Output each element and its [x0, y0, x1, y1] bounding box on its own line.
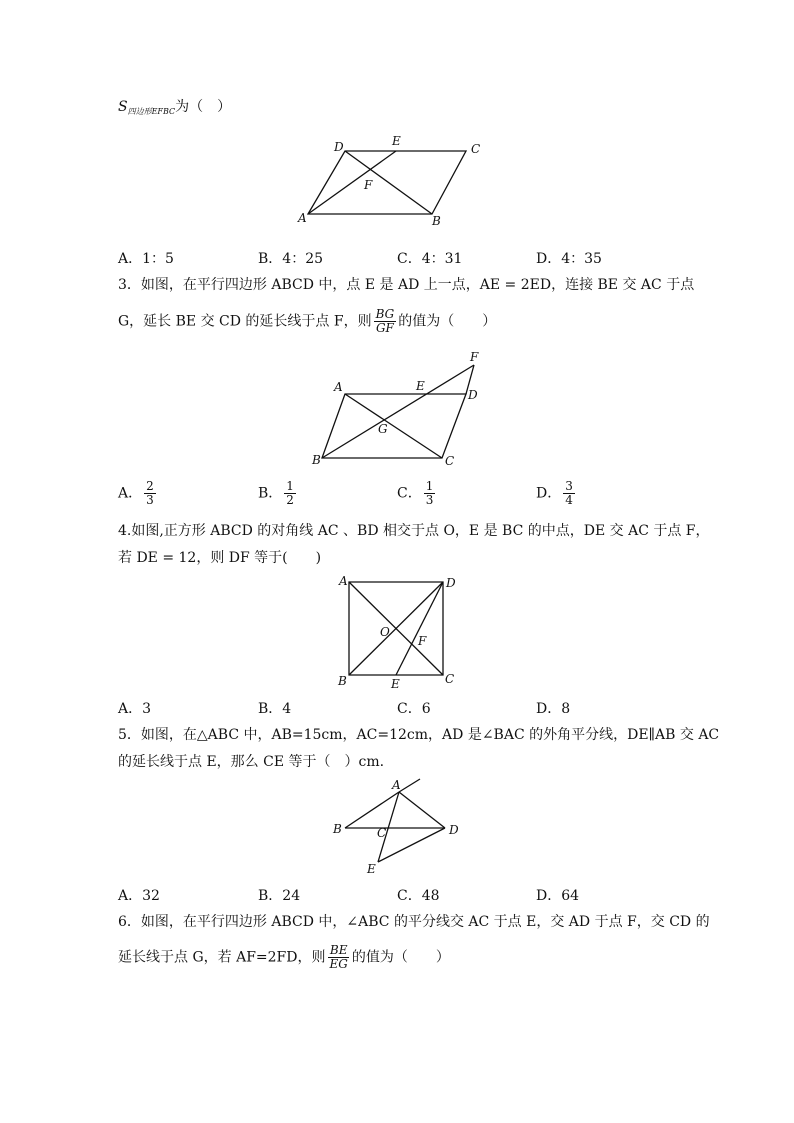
q5-option-a[interactable]: A．32	[118, 888, 160, 904]
fig4-label-a: A	[392, 778, 401, 792]
area-symbol: S	[118, 99, 128, 115]
q3-option-d-den: 4	[565, 493, 573, 507]
q4-option-d[interactable]: D．8	[536, 701, 571, 717]
q3-option-b-letter: B．	[258, 485, 283, 502]
area-subscript: 四边形EFBC	[127, 107, 176, 116]
q4-option-b[interactable]: B．4	[258, 701, 292, 717]
fig2-label-c: C	[445, 454, 455, 468]
q2-option-b[interactable]: B．4：25	[258, 251, 324, 267]
q3-option-d-num: 3	[565, 479, 573, 493]
q4-option-a[interactable]: A．3	[118, 701, 152, 717]
fig3-label-d: D	[446, 576, 456, 590]
q4-option-c[interactable]: C．6	[397, 701, 431, 717]
fig2-label-g: G	[378, 422, 388, 436]
fig4-label-c: C	[377, 826, 387, 840]
q6-stem-line2	[118, 944, 450, 971]
q3-stem-pre: G，延长 BE 交 CD 的延长线于点 F，则	[118, 313, 372, 330]
q5-option-c[interactable]: C．48	[397, 888, 440, 904]
q3-option-c-letter: C．	[397, 485, 422, 502]
fig3-label-f: F	[418, 634, 427, 648]
fig4-label-d: D	[449, 823, 459, 837]
q3-option-b-num: 1	[286, 479, 294, 493]
q6-stem-post: 的值为（ ）	[351, 949, 450, 966]
q5-option-b[interactable]: B．24	[258, 888, 301, 904]
fig4-label-b: B	[333, 822, 342, 836]
fig4-segment-ad	[399, 792, 445, 828]
q3-option-c-num: 1	[425, 479, 434, 493]
q5-option-d[interactable]: D．64	[536, 888, 580, 904]
q3-stem-line1: 3．如图，在平行四边形 ABCD 中，点 E 是 AD 上一点，AE = 2ED，连接 BE 交 AC 于点	[118, 277, 695, 293]
q2-stem-rest: 为（ ）	[175, 99, 232, 115]
q3-option-a-num: 2	[146, 479, 154, 493]
fig3-label-b: B	[338, 674, 347, 688]
q3-stem-post: 的值为（ ）	[398, 313, 497, 330]
q5-stem-line1: 5．如图，在△ABC 中，AB=15cm，AC=12cm，AD 是∠BAC 的外角平分线，DE∥AB 交 AC	[118, 727, 720, 743]
fig1-label-e: E	[392, 134, 401, 148]
q3-option-d-letter: D．	[536, 485, 562, 502]
fig3-label-o: O	[380, 625, 390, 639]
fig2-label-b: B	[312, 453, 321, 467]
fig2-label-e: E	[416, 379, 425, 393]
q6-frac-den: EG	[329, 957, 348, 971]
fig3-label-a: A	[339, 574, 348, 588]
q6-fraction	[327, 944, 349, 971]
fig4-segment-ab	[345, 792, 399, 828]
fig3-label-e: E	[391, 677, 400, 691]
q4-stem-line2: 若 DE = 12，则 DF 等于( )	[118, 550, 322, 566]
q3-option-a-den: 3	[146, 493, 154, 507]
q2-option-c[interactable]: C．4：31	[397, 251, 463, 267]
fig2-label-d: D	[468, 388, 478, 402]
q2-option-d[interactable]: D．4：35	[536, 251, 602, 267]
fig1-label-f: F	[364, 178, 373, 192]
q6-stem-pre: 延长线于点 G，若 AF=2FD，则	[118, 949, 326, 966]
fig1-label-c: C	[471, 142, 481, 156]
q3-frac-den: GF	[375, 321, 394, 335]
q6-frac-num: BE	[329, 943, 348, 957]
fig4-segment-de	[378, 828, 445, 862]
q3-option-b-den: 2	[286, 493, 294, 507]
fig4-segment-ext	[399, 779, 420, 792]
q3-option-a-letter: A．	[118, 485, 143, 502]
fig2-label-a: A	[334, 380, 343, 394]
q5-stem-line2: 的延长线于点 E，那么 CE 等于（ ）cm.	[118, 754, 385, 770]
q4-stem-line1: 4.如图,正方形 ABCD 的对角线 AC 、BD 相交于点 O，E 是 BC 的中点，DE 交 AC 于点 F，	[118, 523, 710, 539]
fig1-label-a: A	[298, 211, 307, 225]
fig1-label-b: B	[432, 214, 441, 228]
fig4-label-e: E	[367, 862, 376, 876]
q2-option-a[interactable]: A．1：5	[118, 251, 174, 267]
q3-option-c-den: 3	[425, 493, 434, 507]
fig1-label-d: D	[334, 140, 344, 154]
q6-stem-line1: 6．如图，在平行四边形 ABCD 中，∠ABC 的平分线交 AC 于点 E，交 AD 于点 F，交 CD 的	[118, 914, 710, 930]
fig2-label-f: F	[470, 350, 479, 364]
q3-frac-num: BG	[375, 307, 395, 321]
fig3-label-c: C	[445, 672, 455, 686]
